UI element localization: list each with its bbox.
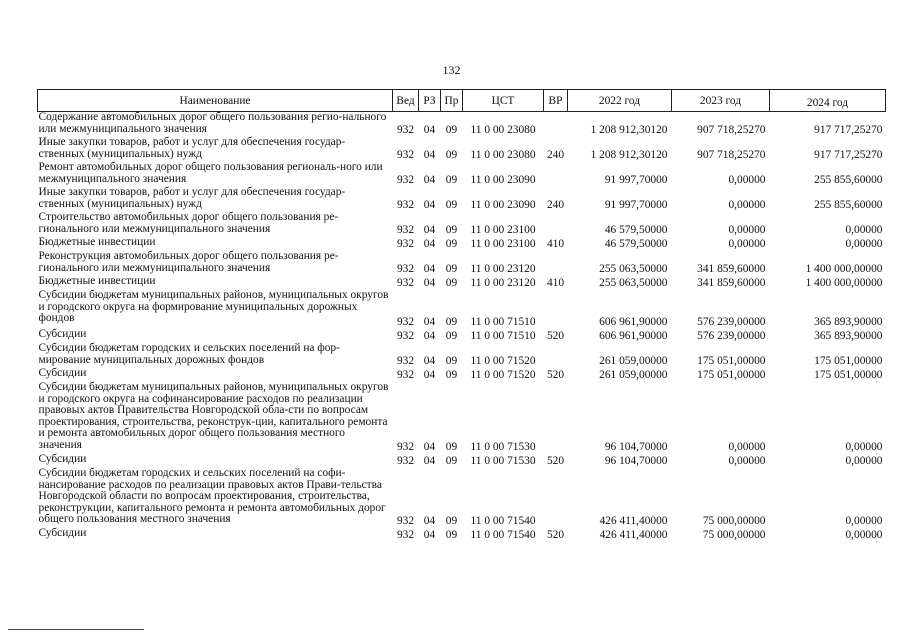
- table-row: [38, 187, 886, 212]
- row-pr: 09: [445, 277, 458, 290]
- row-2023: 576 239,00000: [697, 316, 766, 329]
- row-cst: 11 0 00 23100: [470, 238, 536, 251]
- budget-table: [37, 89, 886, 542]
- footnote-separator-line: [8, 629, 144, 630]
- row-ved: 932: [396, 330, 415, 343]
- row-rz: 04: [423, 124, 436, 137]
- row-pr: 09: [445, 455, 458, 468]
- row-2022: 255 063,50000: [599, 263, 668, 276]
- row-2024: 917 717,25270: [814, 149, 883, 162]
- row-vr: 410: [546, 238, 565, 251]
- header-2024: 2024 год: [770, 90, 886, 112]
- table-row: [38, 454, 886, 468]
- row-vr: [544, 382, 568, 454]
- row-vr: 520: [546, 529, 565, 542]
- row-name: Субсидии бюджетам городских и сельских поселений на софи-нансирование расходов по реализации правовых актов Прави-тельства Новгородской области по вопросам проектирования, строительства, реконструкции, капитального ремонта и ремонта автомобильных дорог общего пользования местного значения: [38, 467, 386, 526]
- header-name: Наименование: [38, 90, 393, 112]
- row-name: Строительство автомобильных дорог общего пользования ре-гионального или межмуниципального значения: [38, 211, 339, 235]
- row-pr: 09: [445, 316, 458, 329]
- row-vr: 520: [546, 455, 565, 468]
- table-row: [38, 329, 886, 343]
- row-2023: 907 718,25270: [697, 149, 766, 162]
- row-2022: 426 411,40000: [599, 515, 668, 528]
- row-rz: 04: [423, 515, 436, 528]
- row-2023: 0,00000: [728, 455, 766, 468]
- row-2023: 341 859,60000: [697, 263, 766, 276]
- row-pr: 09: [445, 369, 458, 382]
- header-2023: 2023 год: [672, 90, 770, 112]
- row-ved: 932: [396, 224, 415, 237]
- row-2024: 1 400 000,00000: [805, 263, 883, 276]
- table-row: [38, 468, 886, 528]
- row-2022: 46 579,50000: [604, 238, 668, 251]
- row-ved: 932: [396, 369, 415, 382]
- row-rz: 04: [423, 355, 436, 368]
- row-ved: 932: [396, 455, 415, 468]
- row-name: Субсидии: [38, 453, 87, 465]
- table-row: [38, 162, 886, 187]
- row-pr: 09: [445, 149, 458, 162]
- row-ved: 932: [396, 199, 415, 212]
- row-2024: 0,00000: [845, 515, 883, 528]
- row-rz: 04: [423, 263, 436, 276]
- row-vr: 520: [546, 369, 565, 382]
- row-cst: 11 0 00 71530: [470, 455, 536, 468]
- header-vr: ВР: [544, 90, 568, 112]
- row-ved: 932: [396, 149, 415, 162]
- row-2022: 261 059,00000: [599, 355, 668, 368]
- row-pr: 09: [445, 263, 458, 276]
- row-vr: [544, 343, 568, 368]
- row-2024: 0,00000: [845, 224, 883, 237]
- row-vr: 240: [546, 199, 565, 212]
- row-2023: 0,00000: [728, 224, 766, 237]
- row-2022: 1 208 912,30120: [590, 149, 668, 162]
- row-2022: 261 059,00000: [599, 369, 668, 382]
- row-rz: 04: [423, 199, 436, 212]
- row-ved: 932: [396, 441, 415, 454]
- row-pr: 09: [445, 238, 458, 251]
- row-cst: 11 0 00 23090: [470, 199, 536, 212]
- row-2023: 75 000,00000: [702, 515, 766, 528]
- row-2022: 46 579,50000: [604, 224, 668, 237]
- row-cst: 11 0 00 71540: [470, 529, 536, 542]
- row-2024: 0,00000: [845, 441, 883, 454]
- table-row: [38, 251, 886, 276]
- row-2024: 175 051,00000: [814, 355, 883, 368]
- row-name: Содержание автомобильных дорог общего пользования регио-нального или межмуниципального значения: [38, 111, 387, 135]
- row-2022: 255 063,50000: [599, 277, 668, 290]
- row-name: Бюджетные инвестиции: [38, 275, 156, 287]
- row-2022: 606 961,90000: [599, 316, 668, 329]
- row-pr: 09: [445, 174, 458, 187]
- row-vr: [544, 251, 568, 276]
- row-rz: 04: [423, 238, 436, 251]
- row-name: Субсидии бюджетам муниципальных районов, муниципальных округов и городского округа на софинансирование расходов по реализации правовых актов Правительства Новгородской обла-сти по вопросам проектирования, строительства, реконструк-ции, капитального ремонта и ремонта автомобильных дорог общего пользования местного значения: [38, 381, 389, 451]
- row-2023: 0,00000: [728, 174, 766, 187]
- header-2022: 2022 год: [568, 90, 672, 112]
- row-2022: 1 208 912,30120: [590, 124, 668, 137]
- row-2022: 96 104,70000: [604, 441, 668, 454]
- row-2024: 255 855,60000: [814, 199, 883, 212]
- row-pr: 09: [445, 330, 458, 343]
- row-rz: 04: [423, 455, 436, 468]
- row-cst: 11 0 00 23100: [470, 224, 536, 237]
- row-pr: 09: [445, 224, 458, 237]
- row-2023: 907 718,25270: [697, 124, 766, 137]
- table-header-row: [38, 90, 886, 112]
- table-row: [38, 237, 886, 251]
- table-row: [38, 276, 886, 290]
- row-rz: 04: [423, 224, 436, 237]
- row-2022: 426 411,40000: [599, 529, 668, 542]
- row-2022: 91 997,70000: [604, 174, 668, 187]
- table-row: [38, 137, 886, 162]
- row-rz: 04: [423, 174, 436, 187]
- row-name: Субсидии: [38, 328, 87, 340]
- row-2024: 255 855,60000: [814, 174, 883, 187]
- row-2024: 365 893,90000: [814, 330, 883, 343]
- row-2023: 0,00000: [728, 238, 766, 251]
- row-2023: 0,00000: [728, 199, 766, 212]
- header-ved: Вед: [393, 90, 419, 112]
- row-ved: 932: [396, 529, 415, 542]
- row-ved: 932: [396, 263, 415, 276]
- table-row: [38, 343, 886, 368]
- table-row: [38, 112, 886, 138]
- header-pr: Пр: [441, 90, 463, 112]
- row-cst: 11 0 00 23090: [470, 174, 536, 187]
- row-pr: 09: [445, 515, 458, 528]
- row-vr: 410: [546, 277, 565, 290]
- row-vr: [544, 468, 568, 528]
- row-cst: 11 0 00 71520: [470, 355, 536, 368]
- row-2023: 175 051,00000: [697, 355, 766, 368]
- row-ved: 932: [396, 355, 415, 368]
- row-rz: 04: [423, 330, 436, 343]
- row-ved: 932: [396, 316, 415, 329]
- page-number: 132: [442, 63, 461, 77]
- row-rz: 04: [423, 149, 436, 162]
- row-vr: [544, 112, 568, 138]
- row-2023: 175 051,00000: [697, 369, 766, 382]
- row-rz: 04: [423, 316, 436, 329]
- row-pr: 09: [445, 355, 458, 368]
- row-cst: 11 0 00 23080: [470, 149, 536, 162]
- row-ved: 932: [396, 174, 415, 187]
- row-name: Субсидии: [38, 367, 87, 379]
- row-name: Субсидии бюджетам городских и сельских поселений на фор-мирование муниципальных дорожных фондов: [38, 342, 340, 366]
- row-name: Иные закупки товаров, работ и услуг для обеспечения государ-ственных (муниципальных) нужд: [38, 186, 346, 210]
- row-pr: 09: [445, 441, 458, 454]
- row-2024: 1 400 000,00000: [805, 277, 883, 290]
- row-cst: 11 0 00 23120: [470, 263, 536, 276]
- row-2023: 0,00000: [728, 441, 766, 454]
- table-row: [38, 528, 886, 542]
- row-pr: 09: [445, 199, 458, 212]
- row-2022: 606 961,90000: [599, 330, 668, 343]
- row-2023: 576 239,00000: [697, 330, 766, 343]
- header-rz: РЗ: [419, 90, 441, 112]
- row-rz: 04: [423, 277, 436, 290]
- row-vr: 520: [546, 330, 565, 343]
- row-2024: 175 051,00000: [814, 369, 883, 382]
- table-row: [38, 212, 886, 237]
- row-pr: 09: [445, 529, 458, 542]
- row-vr: [544, 162, 568, 187]
- row-name: Субсидии бюджетам муниципальных районов, муниципальных округов и городского округа на формирование муниципальных дорожных фондов: [38, 289, 389, 325]
- row-2023: 75 000,00000: [702, 529, 766, 542]
- header-cst: ЦСТ: [463, 90, 544, 112]
- row-2024: 0,00000: [845, 238, 883, 251]
- row-2024: 0,00000: [845, 455, 883, 468]
- row-cst: 11 0 00 71520: [470, 369, 536, 382]
- row-cst: 11 0 00 71530: [470, 441, 536, 454]
- row-2022: 96 104,70000: [604, 455, 668, 468]
- row-rz: 04: [423, 441, 436, 454]
- row-ved: 932: [396, 515, 415, 528]
- row-2024: 365 893,90000: [814, 316, 883, 329]
- row-rz: 04: [423, 369, 436, 382]
- table-row: [38, 368, 886, 382]
- row-ved: 932: [396, 124, 415, 137]
- row-name: Субсидии: [38, 527, 87, 539]
- row-cst: 11 0 00 71540: [470, 515, 536, 528]
- row-cst: 11 0 00 71510: [470, 316, 536, 329]
- row-vr: [544, 290, 568, 329]
- table-row: [38, 290, 886, 329]
- table-row: [38, 382, 886, 454]
- row-vr: 240: [546, 149, 565, 162]
- row-vr: [544, 212, 568, 237]
- row-ved: 932: [396, 277, 415, 290]
- row-name: Реконструкция автомобильных дорог общего пользования ре-гионального или межмуниципального значения: [38, 250, 339, 274]
- row-rz: 04: [423, 529, 436, 542]
- row-cst: 11 0 00 71510: [470, 330, 536, 343]
- row-pr: 09: [445, 124, 458, 137]
- row-2023: 341 859,60000: [697, 277, 766, 290]
- row-cst: 11 0 00 23120: [470, 277, 536, 290]
- row-name: Ремонт автомобильных дорог общего пользования региональ-ного или межмуниципального значения: [38, 161, 383, 185]
- row-ved: 932: [396, 238, 415, 251]
- row-2024: 0,00000: [845, 529, 883, 542]
- row-name: Иные закупки товаров, работ и услуг для обеспечения государ-ственных (муниципальных) нужд: [38, 136, 346, 160]
- row-2024: 917 717,25270: [814, 124, 883, 137]
- row-cst: 11 0 00 23080: [470, 124, 536, 137]
- row-name: Бюджетные инвестиции: [38, 236, 156, 248]
- row-2022: 91 997,70000: [604, 199, 668, 212]
